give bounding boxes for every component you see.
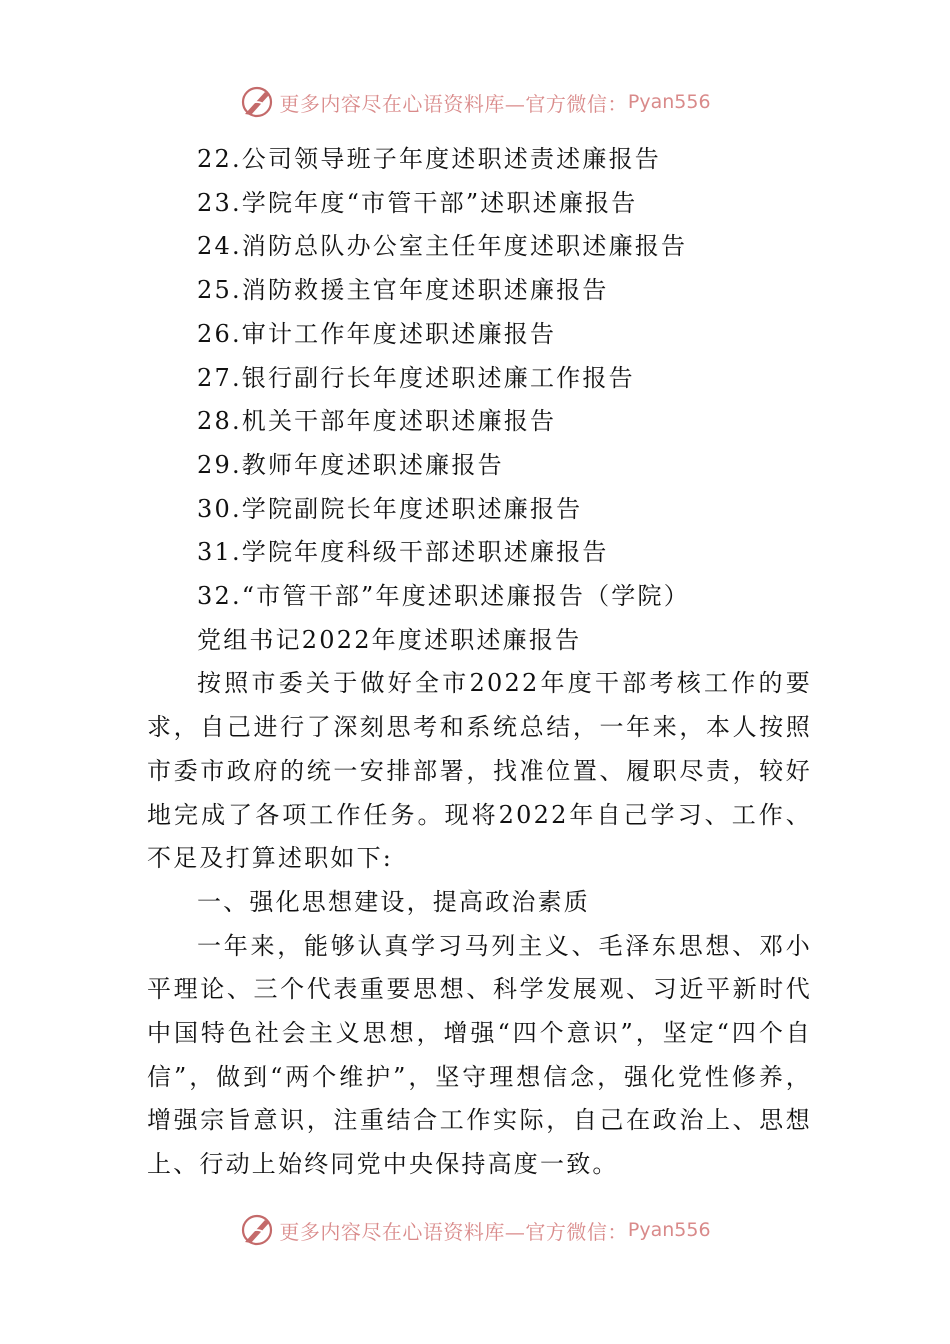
watermark-banner-bottom <box>0 1210 950 1250</box>
toc-item: 23.学院年度“市管干部”述职述廉报告 <box>197 188 638 217</box>
pen-circle-logo-icon <box>239 84 275 120</box>
toc-item: 32.“市管干部”年度述职述廉报告（学院） <box>197 582 690 611</box>
pen-circle-logo-icon <box>239 1212 275 1248</box>
toc-item: 30.学院副院长年度述职述廉报告 <box>197 494 583 523</box>
watermark-banner-top <box>0 82 950 122</box>
banner-wechat-id: Pyan556 <box>627 1219 711 1241</box>
toc-item: 26.审计工作年度述职述廉报告 <box>197 319 557 348</box>
toc-list <box>147 138 812 619</box>
toc-item: 28.机关干部年度述职述廉报告 <box>197 407 557 436</box>
section-paragraph: 一年来，能够认真学习马列主义、毛泽东思想、邓小平理论、三个代表重要思想、科学发展观、习近平新时代中国特色社会主义思想，增强“四个意识”，坚定“四个自信”，做到“两个维护”，坚守理想信念，强化党性修养，增强宗旨意识，注重结合工作实际，自己在政治上、思想上、行动上始终同党中央保持高度一致。 <box>147 931 812 1179</box>
toc-item: 31.学院年度科级干部述职述廉报告 <box>197 538 609 567</box>
banner-wechat-id: Pyan556 <box>627 91 711 113</box>
toc-item: 24.消防总队办公室主任年度述职述廉报告 <box>197 232 688 261</box>
document-title: 党组书记2022年度述职述廉报告 <box>197 625 582 654</box>
toc-item: 27.银行副行长年度述职述廉工作报告 <box>197 363 635 392</box>
toc-item: 25.消防救援主官年度述职述廉报告 <box>197 276 609 305</box>
document-body <box>147 138 812 1187</box>
banner-text: 更多内容尽在心语资料库—官方微信： <box>279 91 628 116</box>
intro-paragraph: 按照市委关于做好全市2022年度干部考核工作的要求，自己进行了深刻思考和系统总结，一年来，本人按照市委市政府的统一安排部署，找准位置、履职尽责，较好地完成了各项工作任务。现将2022年自己学习、工作、不足及打算述职如下: <box>147 669 812 873</box>
toc-item: 22.公司领导班子年度述职述责述廉报告 <box>197 145 661 173</box>
section-heading: 一、强化思想建设，提高政治素质 <box>197 887 590 916</box>
banner-text: 更多内容尽在心语资料库—官方微信： <box>279 1219 628 1244</box>
toc-item: 29.教师年度述职述廉报告 <box>197 450 504 479</box>
